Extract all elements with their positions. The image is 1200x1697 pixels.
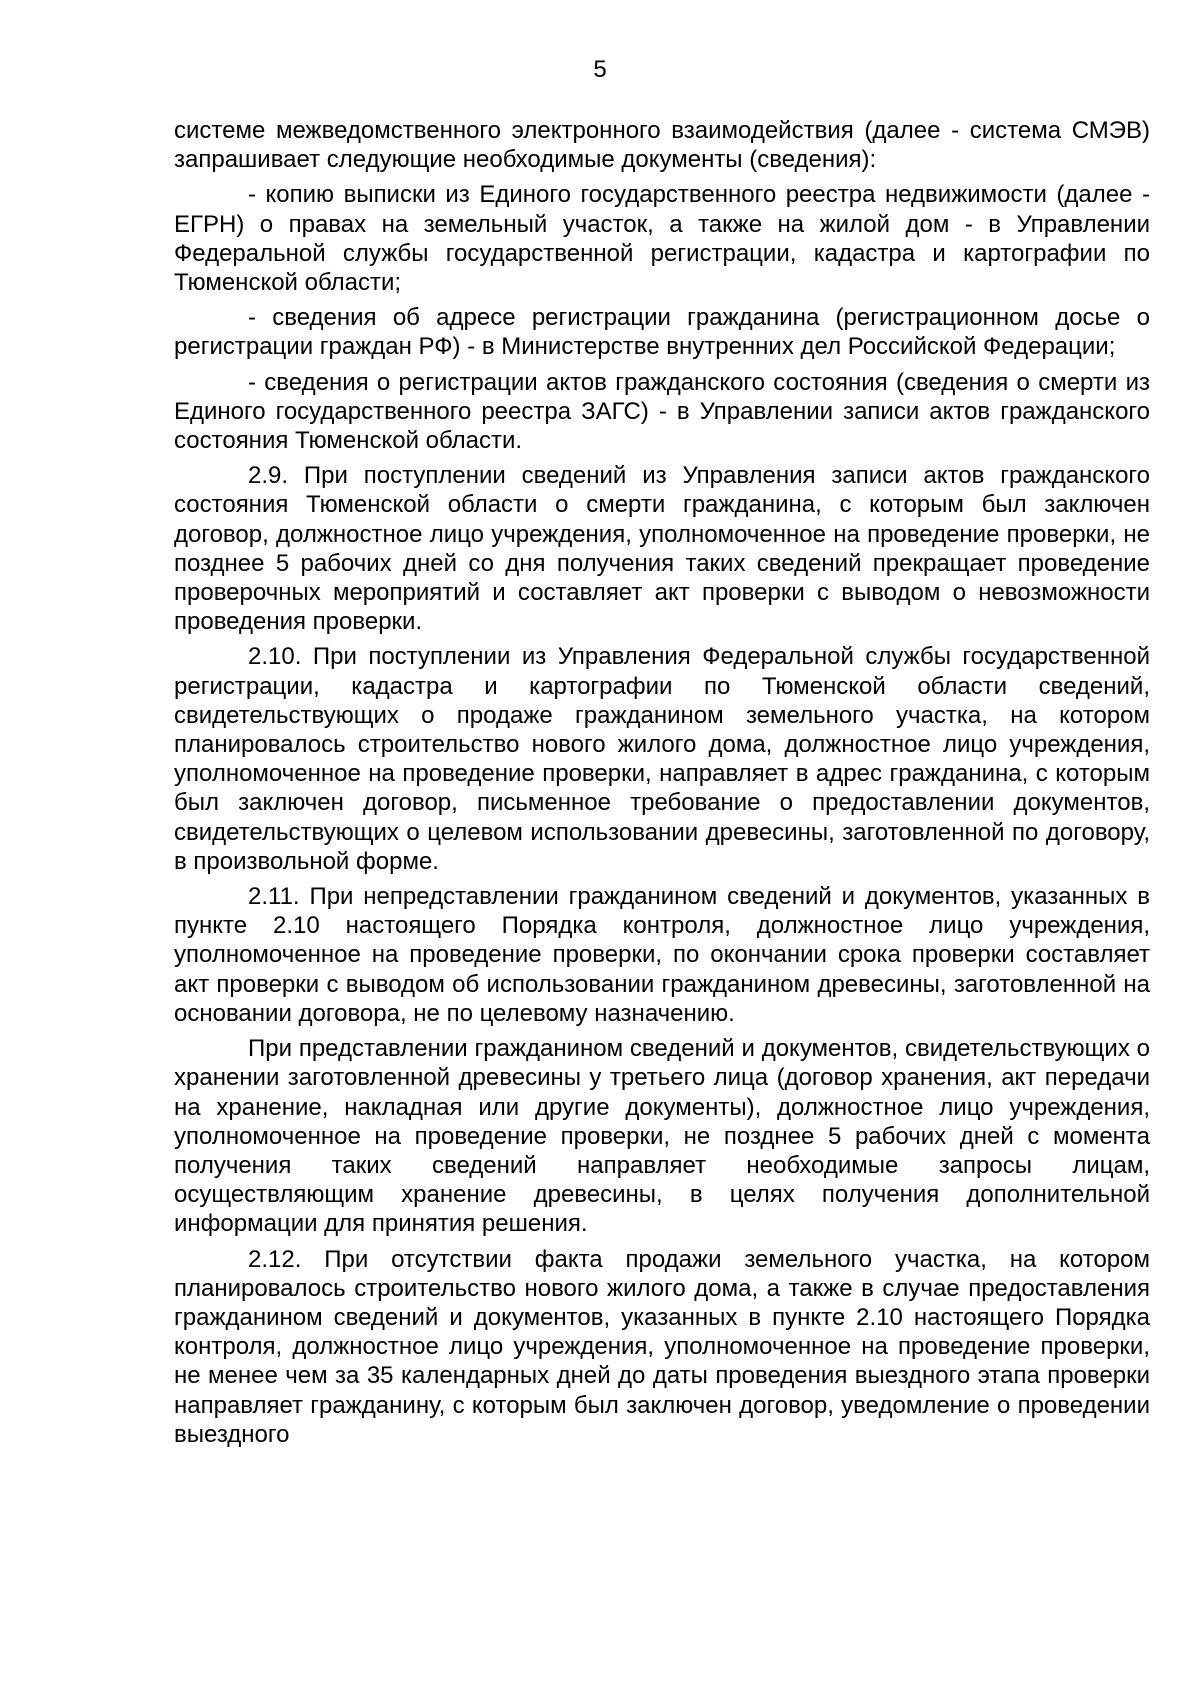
paragraph-civil-status-acts: - сведения о регистрации актов гражданского состояния (сведения о смерти из Единого государственного реестра ЗАГС) - в Управлении записи актов гражданского состояния Тюменской области. [174, 368, 1150, 455]
paragraph-clause-2-11: 2.11. При непредставлении гражданином сведений и документов, указанных в пункте 2.10 настоящего Порядка контроля, должностное лицо учреждения, уполномоченное на проведение проверки, по окончании срока проверки составляет акт проверки с выводом об использовании гражданином древесины, заготовленной на основании договора, не по целевому назначению. [174, 883, 1150, 1027]
paragraph-clause-2-10: 2.10. При поступлении из Управления Федеральной службы государственной регистрации, кадастра и картографии по Тюменской области сведений, свидетельствующих о продаже гражданином земельного участка, на котором планировалось строительство нового жилого дома, должностное лицо учреждения, уполномоченное на проведение проверки, направляет в адрес гражданина, с которым был заключен договор, письменное требование о предоставлении документов, свидетельствующих о целевом использовании древесины, заготовленной по договору, в произвольной форме. [174, 643, 1150, 875]
paragraph-egrn-extract: - копию выписки из Единого государственного реестра недвижимости (далее - ЕГРН) о правах на земельный участок, а также на жилой дом - в Управлении Федеральной службы государственной регистрации, кадастра и картографии по Тюменской области; [174, 181, 1150, 297]
paragraph-clause-2-12: 2.12. При отсутствии факта продажи земельного участка, на котором планировалось строительство нового жилого дома, а также в случае предоставления гражданином сведений и документов, указанных в пункте 2.10 настоящего Порядка контроля, должностное лицо учреждения, уполномоченное на проведение проверки, не менее чем за 35 календарных дней до даты проведения выездного этапа проверки направляет гражданину, с которым был заключен договор, уведомление о проведении выездного [174, 1245, 1150, 1448]
paragraph-registration-address: - сведения об адресе регистрации гражданина (регистрационном досье о регистрации граждан РФ) - в Министерстве внутренних дел Российской Федерации; [174, 304, 1150, 361]
document-body [174, 116, 1150, 1455]
paragraph-intro-continuation: системе межведомственного электронного взаимодействия (далее - система СМЭВ) запрашивает следующие необходимые документы (сведения): [174, 117, 1150, 174]
paragraph-clause-2-9: 2.9. При поступлении сведений из Управления записи актов гражданского состояния Тюменской области о смерти гражданина, с которым был заключен договор, должностное лицо учреждения, уполномоченное на проведение проверки, не позднее 5 рабочих дней со дня получения таких сведений прекращает проведение проверочных мероприятий и составляет акт проверки с выводом о невозможности проведения проверки. [174, 462, 1150, 636]
page-number: 5 [593, 56, 607, 83]
paragraph-clause-2-11-storage: При представлении гражданином сведений и документов, свидетельствующих о хранении заготовленной древесины у третьего лица (договор хранения, акт передачи на хранение, накладная или другие документы), должностное лицо учреждения, уполномоченное на проведение проверки, не позднее 5 рабочих дней с момента получения таких сведений направляет необходимые запросы лицам, осуществляющим хранение древесины, в целях получения дополнительной информации для принятия решения. [174, 1035, 1150, 1238]
